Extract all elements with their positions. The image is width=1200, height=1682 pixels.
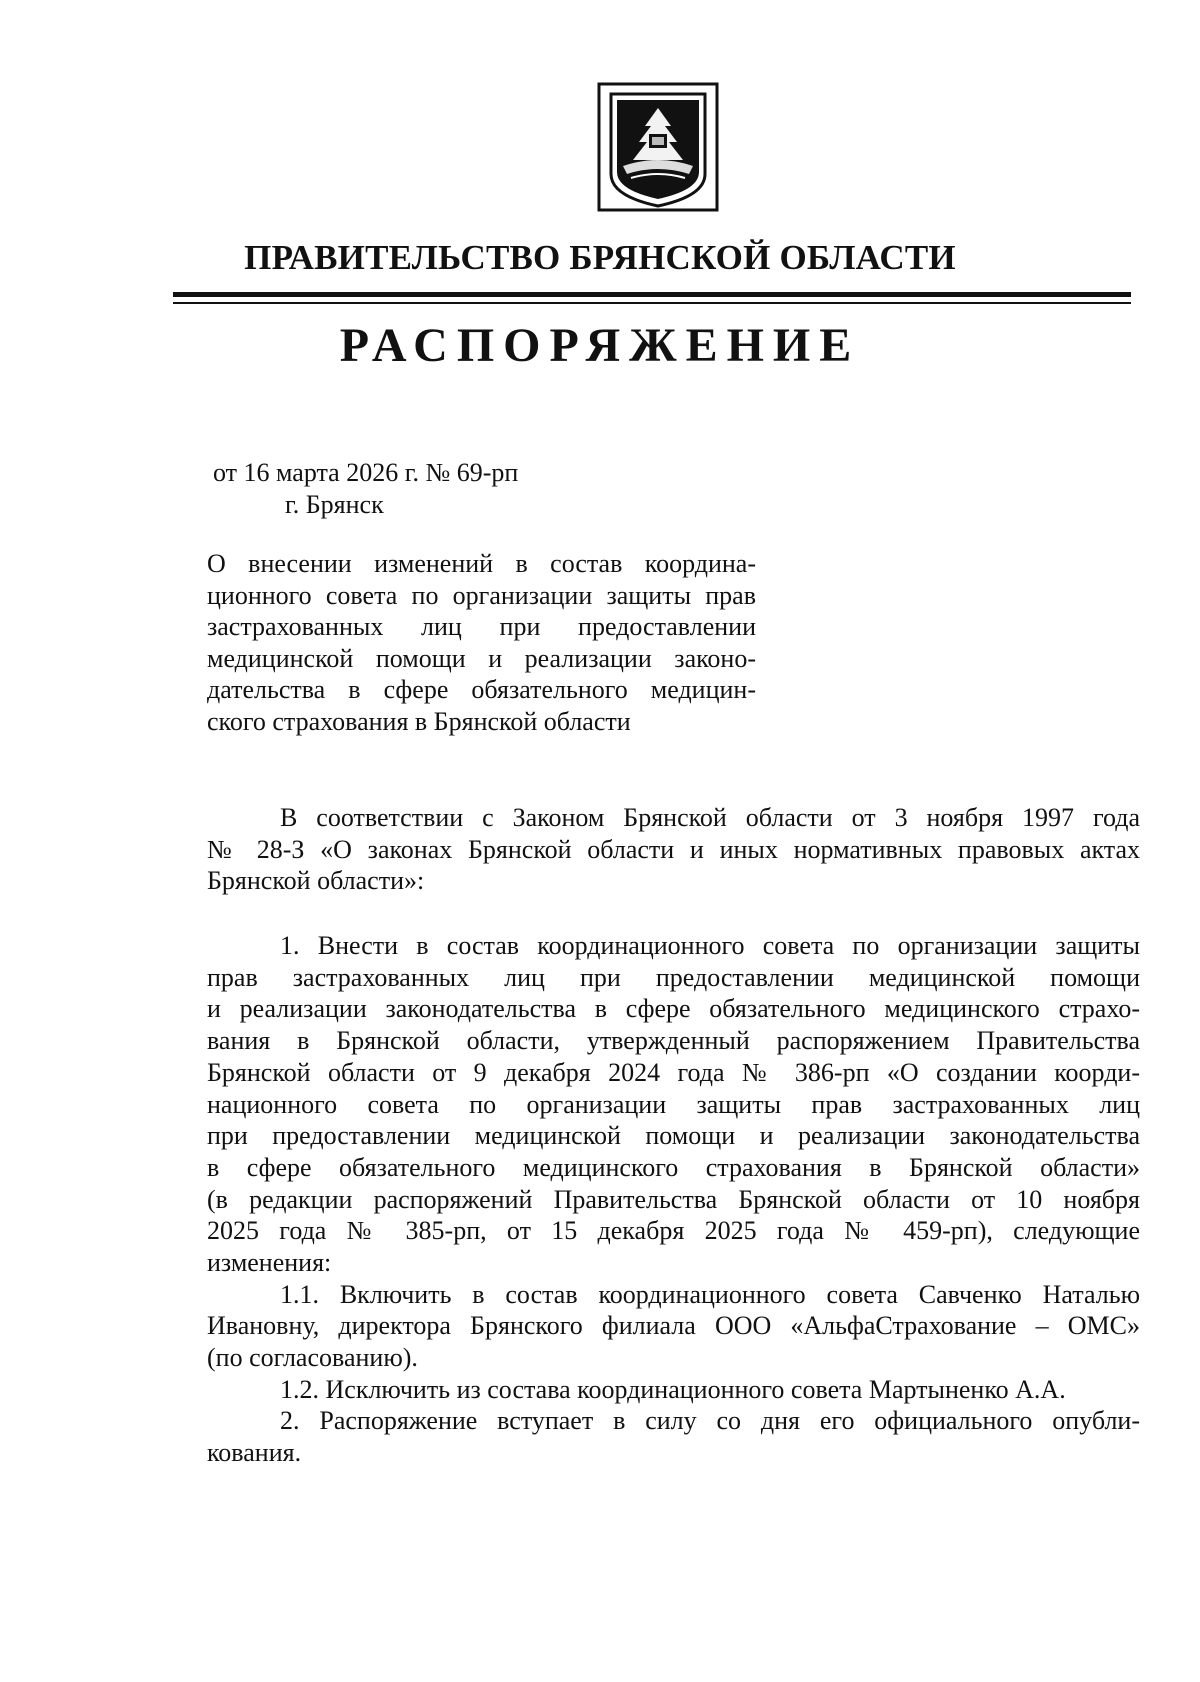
document-date-number: от 16 марта 2026 г. № 69-рп: [213, 458, 519, 487]
subject-line: застрахованных лиц при предоставлении: [207, 612, 756, 641]
item1-line: (в редакции распоряжений Правительства Брянской области от 10 ноября: [207, 1184, 1140, 1214]
item2-line: кования.: [207, 1438, 302, 1468]
item1-1-line: Ивановну, директора Брянского филиала ООО «АльфаСтрахование – ОМС»: [207, 1311, 1140, 1341]
item2-line: 2. Распоряжение вступает в силу со дня его официального опубли-: [280, 1406, 1140, 1436]
subject-line: ционного совета по организации защиты прав: [207, 580, 756, 610]
preamble-line: В соответствии с Законом Брянской области от 3 ноября 1997 года: [280, 803, 1140, 832]
preamble-line: № 28-З «О законах Брянской области и иных нормативных правовых актах: [207, 834, 1140, 864]
item1-line: и реализации законодательства в сфере обязательного медицинского страхо-: [207, 994, 1140, 1024]
item1-line: прав застрахованных лиц при предоставлении медицинской помощи: [207, 962, 1140, 992]
header-rule-thick: [173, 292, 1131, 297]
subject-line: О внесении изменений в состав координа-: [207, 549, 756, 578]
item1-line: национного совета по организации защиты прав застрахованных лиц: [207, 1089, 1140, 1119]
coat-of-arms-icon: [597, 82, 719, 212]
item1-2-line: 1.2. Исключить из состава координационного совета Мартыненко А.А.: [280, 1374, 1066, 1404]
document-type: РАСПОРЯЖЕНИЕ: [339, 319, 861, 372]
document-body: [207, 802, 1140, 1469]
item1-line: при предоставлении медицинской помощи и реализации законодательства: [207, 1121, 1140, 1151]
item1-line: 1. Внести в состав координационного совета по организации защиты: [280, 931, 1140, 961]
item1-1-line: 1.1. Включить в состав координационного совета Савченко Наталью: [280, 1279, 1140, 1309]
document-subject: [207, 548, 756, 737]
preamble-line: Брянской области»:: [207, 866, 425, 896]
item1-line: изменения:: [207, 1247, 332, 1277]
government-title: ПРАВИТЕЛЬСТВО БРЯНСКОЙ ОБЛАСТИ: [244, 238, 956, 277]
document-city: г. Брянск: [285, 490, 384, 519]
subject-line: медицинской помощи и реализации законо-: [207, 643, 756, 673]
item1-line: Брянской области от 9 декабря 2024 года № 386-рп «О создании коорди-: [207, 1057, 1140, 1087]
item1-1-line: (по согласованию).: [207, 1343, 418, 1372]
item1-line: вания в Брянской области, утвержденный распоряжением Правительства: [207, 1026, 1140, 1056]
subject-line: ского страхования в Брянской области: [207, 706, 631, 736]
header-rule-thin: [173, 302, 1131, 304]
item1-line: в сфере обязательного медицинского страхования в Брянской области»: [207, 1152, 1140, 1182]
subject-line: дательства в сфере обязательного медицин-: [207, 675, 756, 704]
item1-line: 2025 года № 385-рп, от 15 декабря 2025 года № 459-рп), следующие: [207, 1216, 1140, 1246]
